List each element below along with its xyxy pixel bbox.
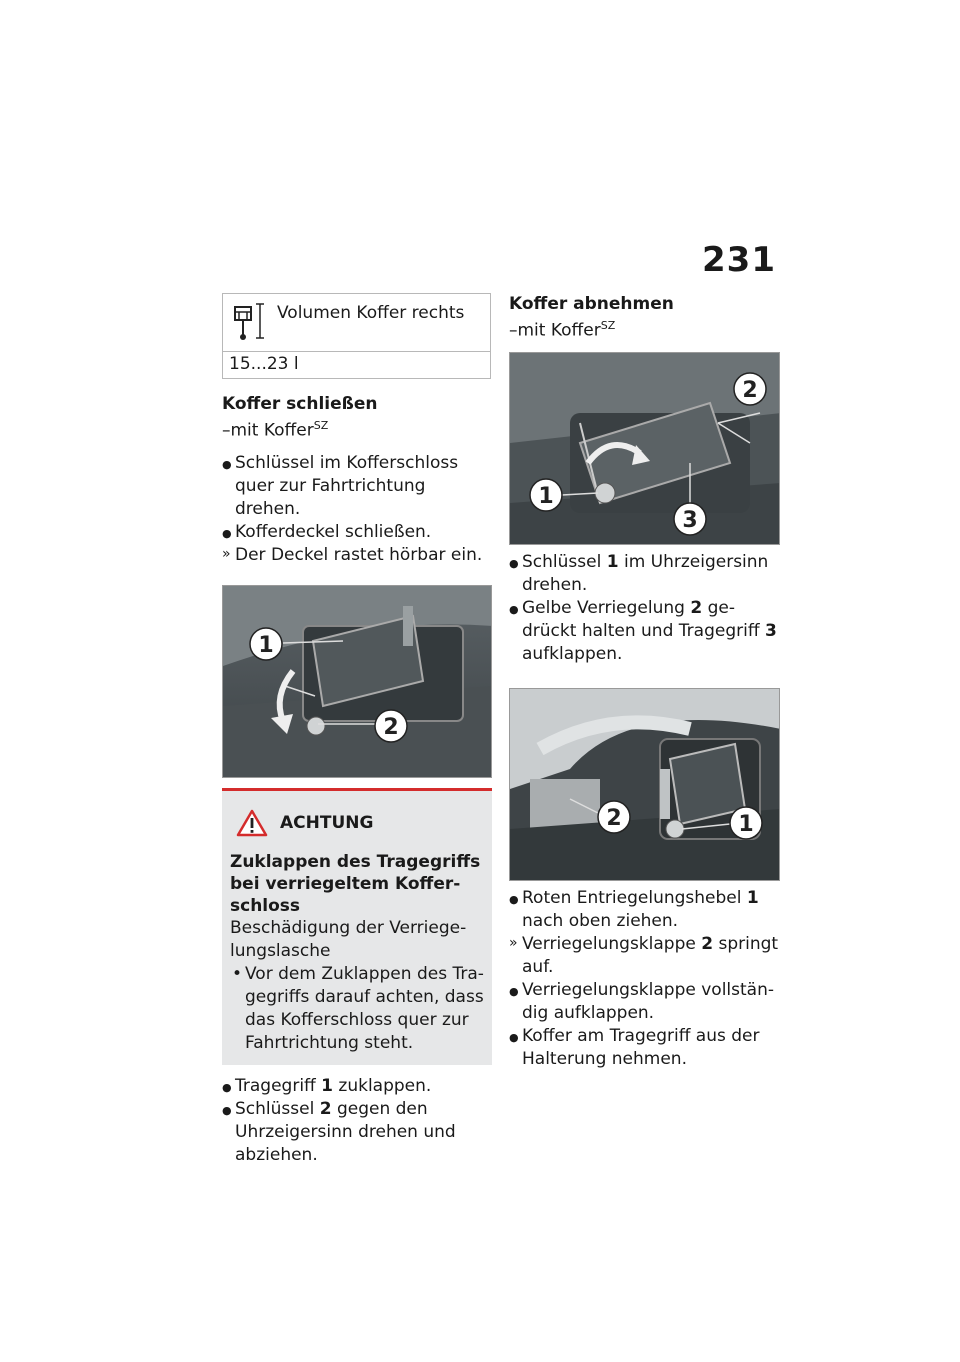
step-text: Der Deckel rastet hörbar ein. [235, 544, 483, 565]
figure-callout: 2 [606, 805, 622, 831]
bullet-marker: ● [509, 556, 519, 570]
step-number: 1 [606, 551, 619, 572]
close-subline [222, 415, 492, 442]
close-sub-text: –mit Koffer [222, 420, 314, 441]
list-item [222, 521, 492, 544]
list-item [222, 1098, 492, 1167]
left-column [222, 293, 492, 1167]
step-text: Gelbe Verriegelung [522, 597, 691, 618]
remove-step-list-2 [509, 887, 779, 1071]
step-number: 2 [690, 597, 703, 618]
page-number: 231 [702, 240, 776, 280]
result-marker: » [222, 545, 231, 562]
close-section [222, 393, 492, 567]
remove-sub-text: –mit Koffer [509, 320, 601, 341]
right-column [509, 293, 779, 1071]
step-number: 3 [764, 620, 777, 641]
bullet-marker: ● [222, 526, 232, 540]
step-number: 2 [701, 933, 714, 954]
step-text: gegen den Uhrzeigersinn drehen und abziehen. [235, 1098, 456, 1165]
list-item [222, 544, 492, 567]
bullet-marker: ● [509, 892, 519, 906]
warning-list [230, 963, 484, 1055]
list-item [222, 452, 492, 521]
warning-title-row [236, 809, 484, 837]
step-text: Verriegelungsklappe [522, 933, 702, 954]
step-text: Schlüssel [235, 1098, 320, 1119]
bullet-marker: ● [222, 457, 232, 471]
result-marker: » [509, 934, 518, 951]
step-number: 1 [321, 1075, 334, 1096]
step-text: Schlüssel im Kofferschloss quer zur Fahrtrichtung drehen. [235, 452, 459, 519]
remove-step-list-1 [509, 551, 779, 666]
figure-callout: 2 [383, 714, 399, 740]
step-text: Kofferdeckel schließen. [235, 521, 432, 542]
figure-callout: 1 [538, 483, 554, 509]
bullet-marker: ● [509, 602, 519, 616]
list-item [509, 887, 779, 933]
case-handle-illustration [510, 353, 780, 545]
step-text: Roten Entriegelungshebel [522, 887, 747, 908]
list-item [222, 1075, 492, 1098]
bullet-marker: ● [509, 1030, 519, 1044]
figure-callout: 1 [258, 632, 274, 658]
spec-table-header [223, 294, 490, 352]
close-step-list [222, 452, 492, 567]
figure-callout: 1 [738, 811, 754, 837]
volume-icon [229, 298, 269, 342]
step-text: springt auf. [522, 933, 779, 977]
remove-subline [509, 315, 779, 342]
step-text: im Uhrzeigersinn drehen. [522, 551, 769, 595]
list-item [509, 597, 779, 666]
step-text: Verriegelungsklappe vollständig aufklappen. [522, 979, 774, 1023]
warning-triangle-icon [236, 809, 268, 837]
case-release-illustration [510, 689, 780, 881]
spec-value: 15...23 l [229, 354, 299, 374]
step-text: nach oben ziehen. [522, 910, 679, 931]
bullet-marker: • [232, 963, 243, 984]
spec-label: Volumen Koffer rechts [277, 303, 465, 323]
close-after-list [222, 1075, 492, 1167]
list-item [509, 979, 779, 1025]
close-heading: Koffer schließen [222, 394, 378, 414]
figure-close-case [222, 585, 492, 778]
warning-heading: Zuklappen des Tragegriffs bei verriegeltem Kofferschloss [230, 851, 481, 916]
step-text: Schlüssel [522, 551, 607, 572]
list-item [509, 1025, 779, 1071]
figure-remove-step2 [509, 688, 780, 881]
spec-table [222, 293, 491, 379]
list-item [509, 551, 779, 597]
warning-title: ACHTUNG [280, 812, 374, 833]
warning-text: Beschädigung der Verriegelungslasche [230, 917, 467, 961]
case-lock-illustration [223, 586, 492, 778]
step-number: 1 [746, 887, 759, 908]
close-sub-sup: SZ [313, 419, 329, 432]
bullet-marker: ● [222, 1080, 232, 1094]
warning-item-text: Vor dem Zuklappen des Tragegriffs darauf achten, dass das Kofferschloss quer zur Fahrtrichtung steht. [245, 963, 484, 1053]
step-number: 2 [319, 1098, 332, 1119]
figure-callout: 3 [682, 507, 698, 533]
bullet-marker: ● [509, 984, 519, 998]
remove-sub-sup: SZ [600, 319, 616, 332]
warning-box [222, 788, 492, 1065]
step-text: Tragegriff [235, 1075, 322, 1096]
figure-callout: 2 [742, 377, 758, 403]
list-item [230, 963, 484, 1055]
list-item [509, 933, 779, 979]
figure-remove-step1 [509, 352, 780, 545]
remove-heading: Koffer abnehmen [509, 294, 674, 314]
bullet-marker: ● [222, 1103, 232, 1117]
step-text: Koffer am Tragegriff aus der Halterung nehmen. [522, 1025, 760, 1069]
step-text: gedrückt halten und Tragegriff [522, 597, 765, 641]
step-text: aufklappen. [522, 643, 623, 664]
step-text: zuklappen. [333, 1075, 432, 1096]
